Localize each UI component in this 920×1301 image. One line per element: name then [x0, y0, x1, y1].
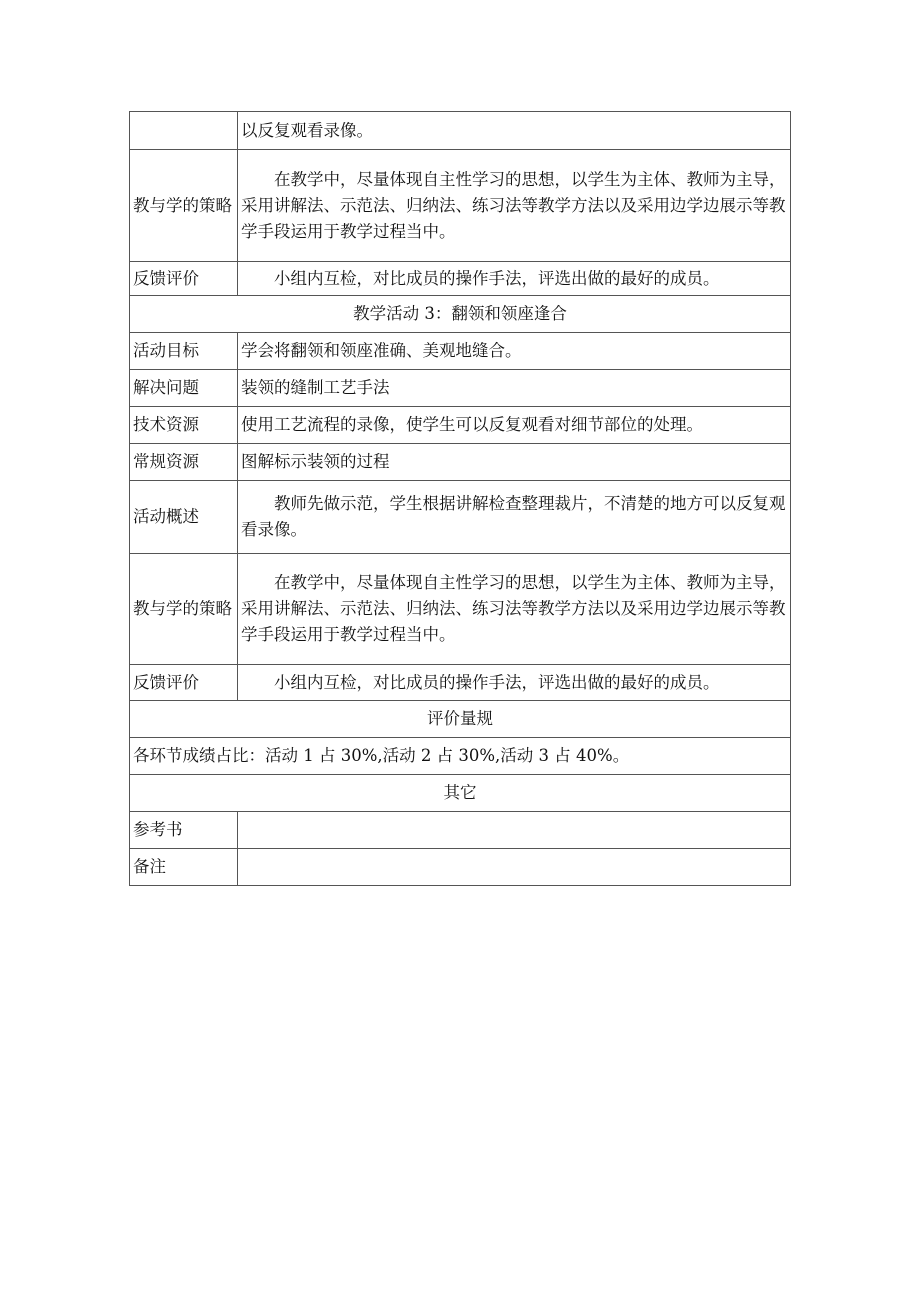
table-row [130, 481, 791, 554]
row-content: 装领的缝制工艺手法 [238, 370, 791, 407]
row-content: 图解标示装领的过程 [238, 444, 791, 481]
table-row [130, 296, 791, 333]
rubric-content: 各环节成绩占比：活动 1 占 30%,活动 2 占 30%,活动 3 占 40%。 [130, 738, 791, 775]
row-content: 教师先做示范，学生根据讲解检查整理裁片，不清楚的地方可以反复观看录像。 [238, 481, 791, 554]
row-label: 反馈评价 [130, 665, 238, 701]
section-heading: 其它 [130, 775, 791, 812]
row-label: 常规资源 [130, 444, 238, 481]
row-content: 小组内互检，对比成员的操作手法，评选出做的最好的成员。 [238, 262, 791, 296]
table-row [130, 701, 791, 738]
section-heading: 评价量规 [130, 701, 791, 738]
row-content: 使用工艺流程的录像，使学生可以反复观看对细节部位的处理。 [238, 407, 791, 444]
row-label: 技术资源 [130, 407, 238, 444]
row-label: 参考书 [130, 812, 238, 849]
row-content: 在教学中，尽量体现自主性学习的思想，以学生为主体、教师为主导，采用讲解法、示范法、归纳法、练习法等教学方法以及采用边学边展示等教学手段运用于教学过程当中。 [238, 150, 791, 262]
row-label: 活动概述 [130, 481, 238, 554]
table-row [130, 262, 791, 296]
table-row [130, 333, 791, 370]
table-row [130, 775, 791, 812]
row-label [130, 112, 238, 150]
table-row [130, 554, 791, 665]
table-row [130, 738, 791, 775]
table-row [130, 665, 791, 701]
row-content [238, 849, 791, 886]
table-row [130, 812, 791, 849]
table-row [130, 849, 791, 886]
row-content: 学会将翻领和领座准确、美观地缝合。 [238, 333, 791, 370]
table-row [130, 112, 791, 150]
row-label: 备注 [130, 849, 238, 886]
row-label: 反馈评价 [130, 262, 238, 296]
row-label: 解决问题 [130, 370, 238, 407]
table-row [130, 150, 791, 262]
row-content: 小组内互检，对比成员的操作手法，评选出做的最好的成员。 [238, 665, 791, 701]
row-label: 教与学的策略 [130, 554, 238, 665]
table-row [130, 370, 791, 407]
row-content: 以反复观看录像。 [238, 112, 791, 150]
row-label: 活动目标 [130, 333, 238, 370]
table-row [130, 407, 791, 444]
row-label: 教与学的策略 [130, 150, 238, 262]
lesson-plan-table [129, 111, 791, 886]
row-content [238, 812, 791, 849]
row-content: 在教学中，尽量体现自主性学习的思想，以学生为主体、教师为主导，采用讲解法、示范法、归纳法、练习法等教学方法以及采用边学边展示等教学手段运用于教学过程当中。 [238, 554, 791, 665]
table-row [130, 444, 791, 481]
section-heading: 教学活动 3：翻领和领座逢合 [130, 296, 791, 333]
